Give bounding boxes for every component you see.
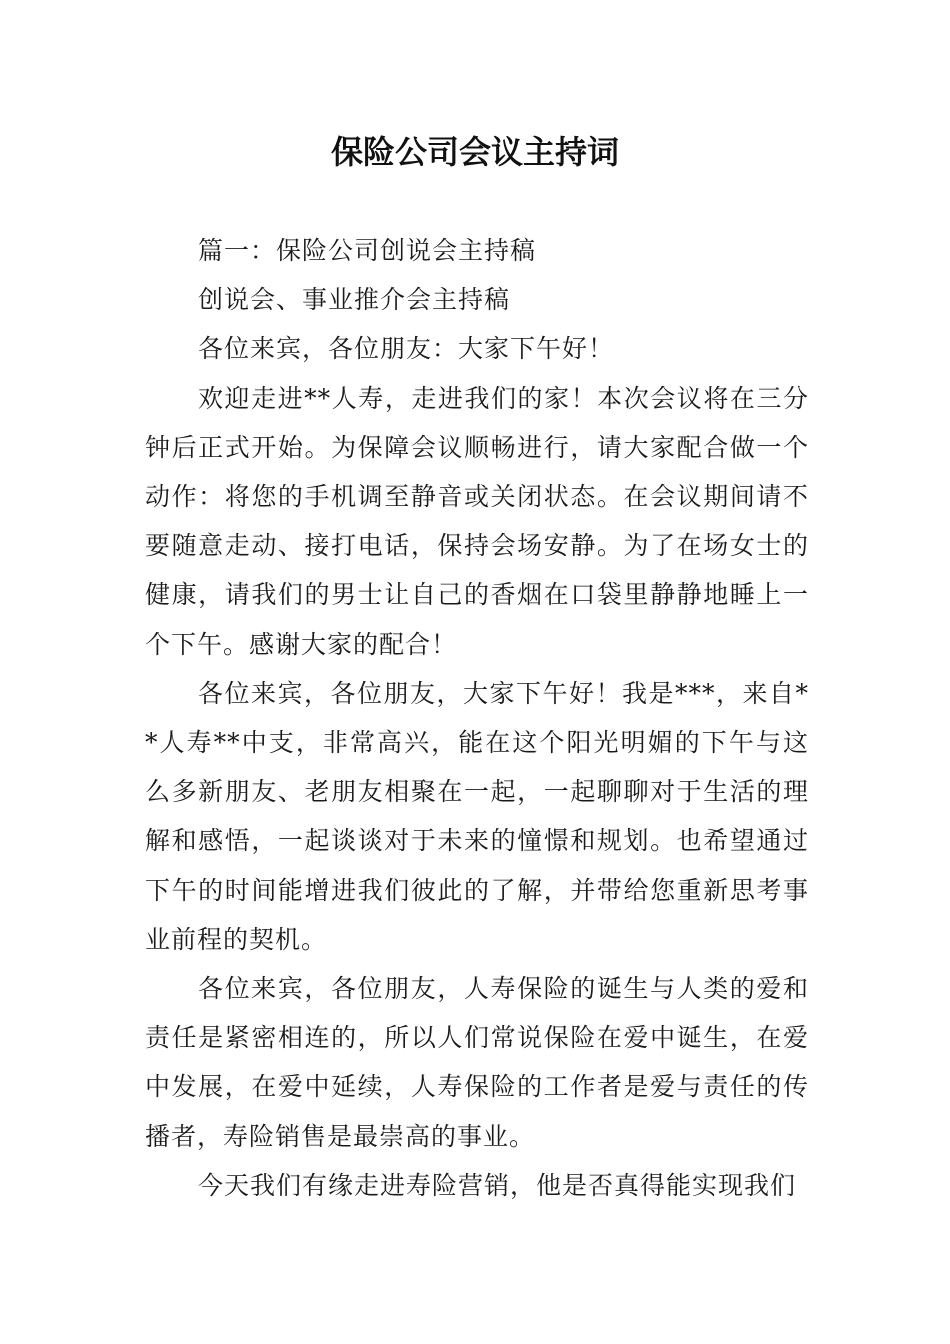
paragraph-welcome: 欢迎走进**人寿，走进我们的家！本次会议将在三分钟后正式开始。为保障会议顺畅进行，请大家配合做一个动作：将您的手机调至静音或关闭状态。在会议期间请不要随意走动、接打电话，保持会场安静。为了在场女士的健康，请我们的男士让自己的香烟在口袋里静静地睡上一个下午。感谢大家的配合！ xyxy=(145,383,809,659)
paragraph-section-heading: 篇一：保险公司创说会主持稿 xyxy=(198,236,537,265)
document-title: 保险公司会议主持词 xyxy=(330,133,619,171)
paragraph-closing-partial: 今天我们有缘走进寿险营销，他是否真得能实现我们 xyxy=(198,1170,797,1200)
paragraph-insurance-love: 各位来宾，各位朋友，人寿保险的诞生与人类的爱和责任是紧密相连的，所以人们常说保险在爱中诞生，在爱中发展，在爱中延续，人寿保险的工作者是爱与责任的传播者，寿险销售是最崇高的事业。 xyxy=(145,974,809,1151)
paragraph-greeting: 各位来宾，各位朋友：大家下午好！ xyxy=(198,334,615,364)
document-body xyxy=(145,226,809,1210)
paragraph-introduction: 各位来宾，各位朋友，大家下午好！我是***，来自**人寿**中支，非常高兴，能在这个阳光明媚的下午与这么多新朋友、老朋友相聚在一起，一起聊聊对于生活的理解和感悟，一起谈谈对于未来的憧憬和规划。也希望通过下午的时间能增进我们彼此的了解，并带给您重新思考事业前程的契机。 xyxy=(145,678,809,954)
paragraph-subtitle: 创说会、事业推介会主持稿 xyxy=(198,285,511,315)
